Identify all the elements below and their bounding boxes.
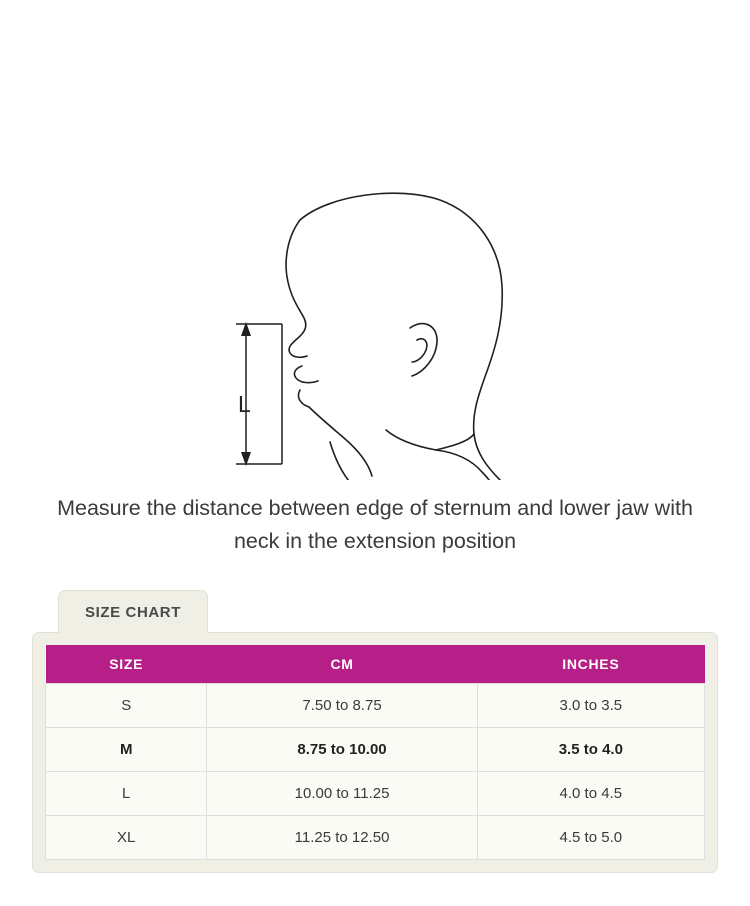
cell-cm: 7.50 to 8.75 bbox=[207, 684, 477, 728]
size-chart-panel bbox=[32, 632, 718, 873]
cell-size: L bbox=[46, 772, 207, 816]
cell-inches: 4.0 to 4.5 bbox=[477, 772, 704, 816]
head-neck-profile-diagram bbox=[0, 90, 750, 480]
size-chart-table bbox=[45, 645, 705, 860]
size-chart-section bbox=[32, 590, 718, 874]
instruction-text: Measure the distance between edge of sternum and lower jaw with neck in the extension position bbox=[57, 496, 693, 553]
column-header-cm: CM bbox=[207, 645, 477, 684]
table-row bbox=[46, 772, 705, 816]
cell-inches: 3.0 to 3.5 bbox=[477, 684, 704, 728]
column-header-inches: INCHES bbox=[477, 645, 704, 684]
cell-inches: 3.5 to 4.0 bbox=[477, 728, 704, 772]
table-row bbox=[46, 728, 705, 772]
table-header-row bbox=[46, 645, 705, 684]
size-chart-tab[interactable]: SIZE CHART bbox=[58, 590, 208, 633]
cell-cm: 8.75 to 10.00 bbox=[207, 728, 477, 772]
cell-cm: 11.25 to 12.50 bbox=[207, 816, 477, 860]
table-row bbox=[46, 684, 705, 728]
column-header-size: SIZE bbox=[46, 645, 207, 684]
cell-cm: 10.00 to 11.25 bbox=[207, 772, 477, 816]
cell-size: S bbox=[46, 684, 207, 728]
measure-label: L bbox=[238, 391, 251, 417]
cell-inches: 4.5 to 5.0 bbox=[477, 816, 704, 860]
cell-size: XL bbox=[46, 816, 207, 860]
table-row bbox=[46, 816, 705, 860]
cell-size: M bbox=[46, 728, 207, 772]
